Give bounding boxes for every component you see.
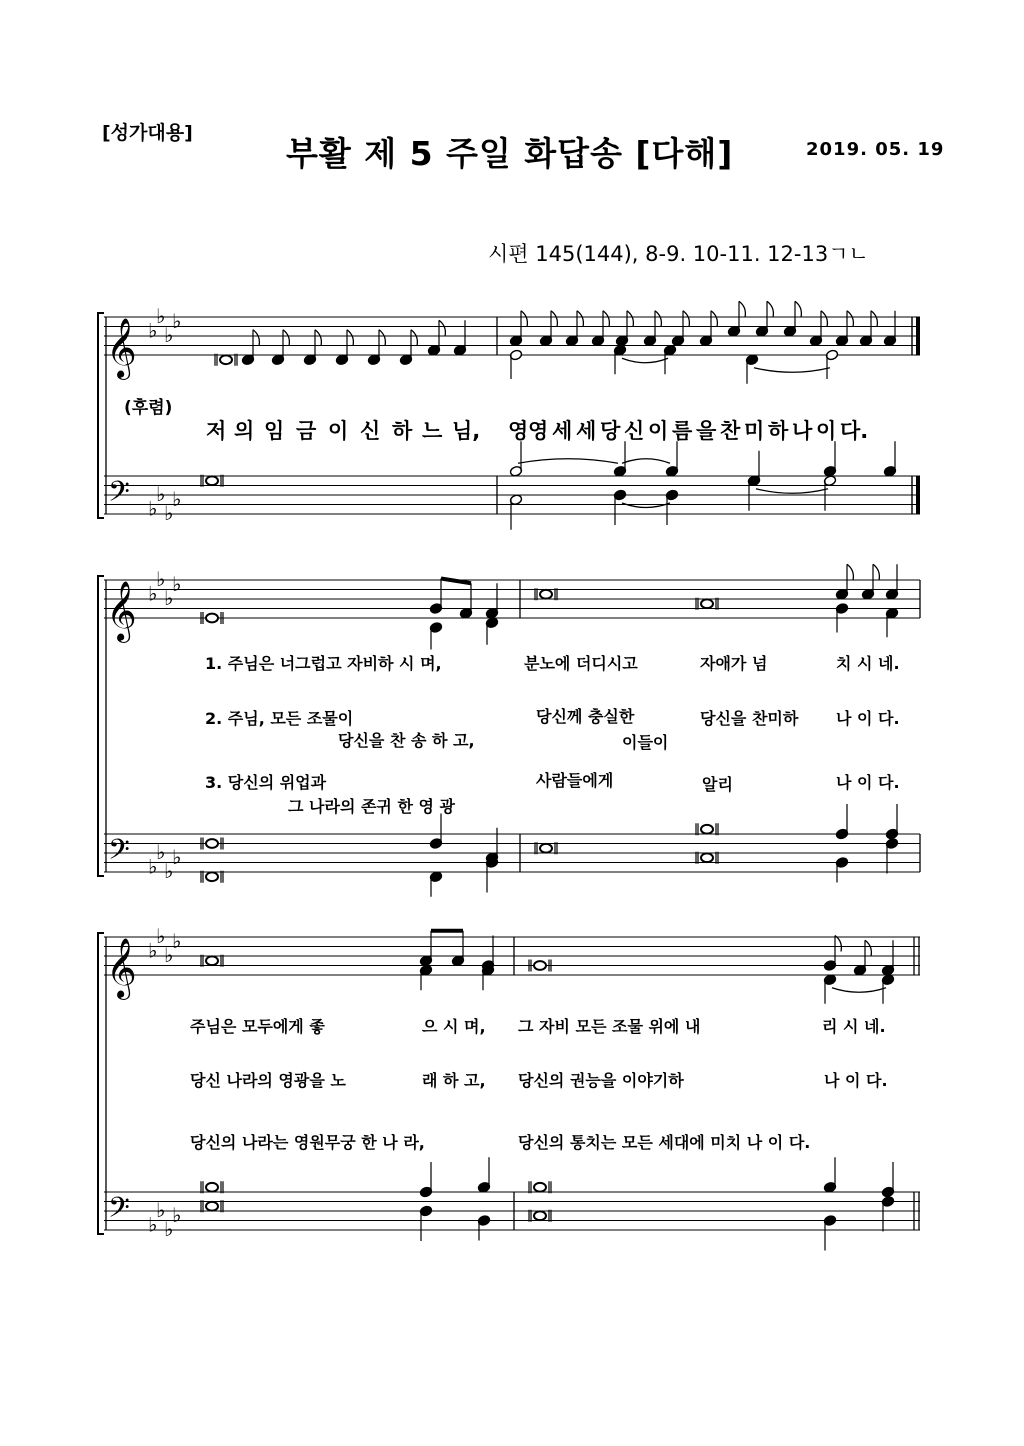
s3-verse2-b: 래 하 고,: [422, 1071, 486, 1090]
verse2-lyric-c: 당신을 찬미하: [700, 709, 799, 728]
flat-sign: ♭: [172, 486, 182, 511]
flat-sign: ♭: [148, 854, 158, 879]
flat-sign: ♭: [172, 928, 182, 953]
note-flag: [283, 330, 289, 346]
note-flag: [767, 301, 773, 317]
verse3-lyric-e: 그 나라의 존귀 한 영 광: [288, 797, 455, 816]
flat-sign: ♭: [164, 859, 174, 883]
note-flag: [835, 936, 841, 952]
s3-verse1-b: 으 시 며,: [422, 1017, 486, 1036]
verse2-lyric-b: 당신께 충실한: [536, 707, 635, 726]
system-bracket: [98, 933, 104, 1234]
tie: [622, 459, 670, 464]
note-flag: [847, 564, 853, 580]
refrain-syllable: 세: [576, 419, 597, 443]
note-flag: [347, 330, 353, 346]
breve-note: [701, 825, 713, 834]
bass-clef: 𝄢: [108, 475, 130, 516]
s3-verse1-c: 그 자비 모든 조물 위에 내: [518, 1017, 701, 1036]
verse2-lyric-f: 이들이: [622, 733, 669, 752]
breve-note: [206, 476, 218, 485]
refrain-syllable: 당: [600, 419, 621, 443]
bass-clef: 𝄢: [108, 833, 130, 874]
flat-sign: ♭: [156, 840, 166, 864]
tie: [756, 489, 828, 494]
verse1-lyric-a: 1. 주님은 너그럽고 자비하 시 며,: [205, 654, 442, 673]
flat-sign: ♭: [148, 496, 158, 521]
tie: [832, 988, 886, 993]
treble-clef: 𝄞: [106, 318, 137, 378]
note-flag: [521, 311, 527, 327]
s3-verse2-c: 당신의 권능을 이야기하: [518, 1071, 684, 1090]
tie: [622, 358, 668, 363]
note-flag: [865, 940, 871, 956]
flat-sign: ♭: [164, 943, 174, 967]
refrain-syllable: 신: [624, 419, 645, 443]
flat-sign: ♭: [156, 567, 166, 591]
breve-note: [701, 599, 713, 608]
breve-note: [534, 1211, 546, 1220]
verse3-lyric-c: 알리: [702, 775, 733, 794]
note-flag: [683, 311, 689, 327]
flat-sign: ♭: [164, 1217, 174, 1241]
flat-sign: ♭: [148, 318, 158, 343]
verse2-lyric-e: 당신을 찬 송 하 고,: [338, 731, 475, 750]
choir-label: [성가대용]: [102, 122, 193, 144]
note-flag: [871, 311, 877, 327]
breve-note: [540, 590, 552, 599]
treble-clef: 𝄞: [106, 581, 137, 641]
refrain-syllable: 님,: [452, 419, 481, 443]
s3-verse2-a: 당신 나라의 영광을 노: [190, 1071, 346, 1090]
breve-note: [540, 844, 552, 853]
note-flag: [379, 330, 385, 346]
bass-clef: 𝄢: [108, 1191, 130, 1232]
flat-sign: ♭: [172, 571, 182, 596]
refrain-syllable: 미: [744, 419, 765, 443]
refrain-syllable: 름: [672, 419, 693, 443]
breve-note: [206, 614, 218, 623]
refrain-syllable: 이: [328, 419, 349, 443]
flat-sign: ♭: [164, 586, 174, 610]
note-flag: [739, 301, 745, 317]
flat-sign: ♭: [156, 1198, 166, 1222]
note-flag: [411, 330, 417, 346]
refrain-syllable: 이: [816, 419, 837, 443]
s3-verse3-b: 당신의 통치는 모든 세대에 미치 나 이 다.: [518, 1133, 811, 1152]
note-flag: [627, 311, 633, 327]
verse3-lyric-a: 3. 당신의 위업과: [205, 773, 327, 792]
refrain-syllable: 이: [648, 419, 669, 443]
note-flag: [873, 564, 879, 580]
breve-note: [206, 839, 218, 848]
flat-sign: ♭: [156, 924, 166, 948]
psalm-reference: 시편 145(144), 8-9. 10-11. 12-13ㄱㄴ: [488, 242, 869, 266]
flat-sign: ♭: [156, 304, 166, 328]
flat-sign: ♭: [156, 482, 166, 506]
flat-sign: ♭: [172, 1202, 182, 1227]
beam: [441, 579, 471, 584]
note-flag: [655, 311, 661, 327]
tie: [518, 459, 618, 464]
refrain-syllable: 하: [768, 419, 789, 443]
treble-clef: 𝄞: [106, 938, 137, 998]
note-flag: [577, 311, 583, 327]
breve-note: [534, 1183, 546, 1192]
refrain-syllable: 을: [696, 419, 717, 443]
flat-sign: ♭: [172, 844, 182, 869]
date: 2019. 05. 19: [806, 139, 945, 160]
verse3-lyric-b: 사람들에게: [536, 771, 614, 790]
s3-verse1-a: 주님은 모두에게 좋: [190, 1017, 325, 1036]
note-flag: [315, 330, 321, 346]
refrain-syllable: 의: [234, 419, 255, 443]
note-flag: [847, 311, 853, 327]
tie: [754, 368, 830, 373]
refrain-syllable: 영: [508, 419, 529, 443]
refrain-syllable: 신: [360, 419, 381, 443]
flat-sign: ♭: [148, 1212, 158, 1237]
breve-note: [206, 956, 218, 965]
refrain-syllable: 금: [296, 419, 317, 443]
note-flag: [603, 311, 609, 327]
refrain-syllable: 다.: [840, 419, 869, 443]
note-flag: [711, 311, 717, 327]
flat-sign: ♭: [164, 501, 174, 525]
system-bracket: [98, 576, 104, 876]
breve-note: [534, 961, 546, 970]
flat-sign: ♭: [164, 323, 174, 347]
refrain-syllable: 영: [528, 419, 549, 443]
breve-note: [206, 1183, 218, 1192]
breve-note: [701, 853, 713, 862]
note-flag: [439, 320, 445, 336]
system-bracket: [98, 313, 104, 518]
breve-note: [220, 355, 232, 364]
note-flag: [551, 311, 557, 327]
refrain-syllable: 저: [206, 419, 227, 443]
flat-sign: ♭: [148, 938, 158, 963]
note-flag: [253, 330, 259, 346]
refrain-syllable: 임: [264, 419, 285, 443]
verse1-lyric-d: 치 시 네.: [836, 654, 900, 673]
refrain-syllable: 세: [552, 419, 573, 443]
refrain-tag: (후렴): [124, 398, 173, 418]
flat-sign: ♭: [148, 581, 158, 606]
verse2-lyric-d: 나 이 다.: [836, 709, 900, 728]
s3-verse3-a: 당신의 나라는 영원무궁 한 나 라,: [190, 1133, 425, 1152]
note-flag: [795, 301, 801, 317]
verse3-lyric-d: 나 이 다.: [836, 773, 900, 792]
s3-verse2-d: 나 이 다.: [824, 1071, 888, 1090]
page-title: 부활 제 5 주일 화답송 [다해]: [286, 134, 734, 173]
refrain-syllable: 찬: [720, 419, 741, 443]
tie: [622, 503, 670, 508]
refrain-syllable: 하: [392, 419, 413, 443]
breve-note: [206, 872, 218, 881]
flat-sign: ♭: [172, 308, 182, 333]
refrain-syllable: 느: [422, 419, 443, 443]
s3-verse1-d: 리 시 네.: [822, 1017, 886, 1036]
breve-note: [206, 1202, 218, 1211]
refrain-syllable: 나: [792, 419, 813, 443]
note-flag: [821, 311, 827, 327]
verse1-lyric-b: 분노에 더디시고: [524, 654, 638, 673]
verse1-lyric-c: 자애가 넘: [700, 654, 768, 673]
verse2-lyric-a: 2. 주님, 모든 조물이: [205, 709, 354, 728]
